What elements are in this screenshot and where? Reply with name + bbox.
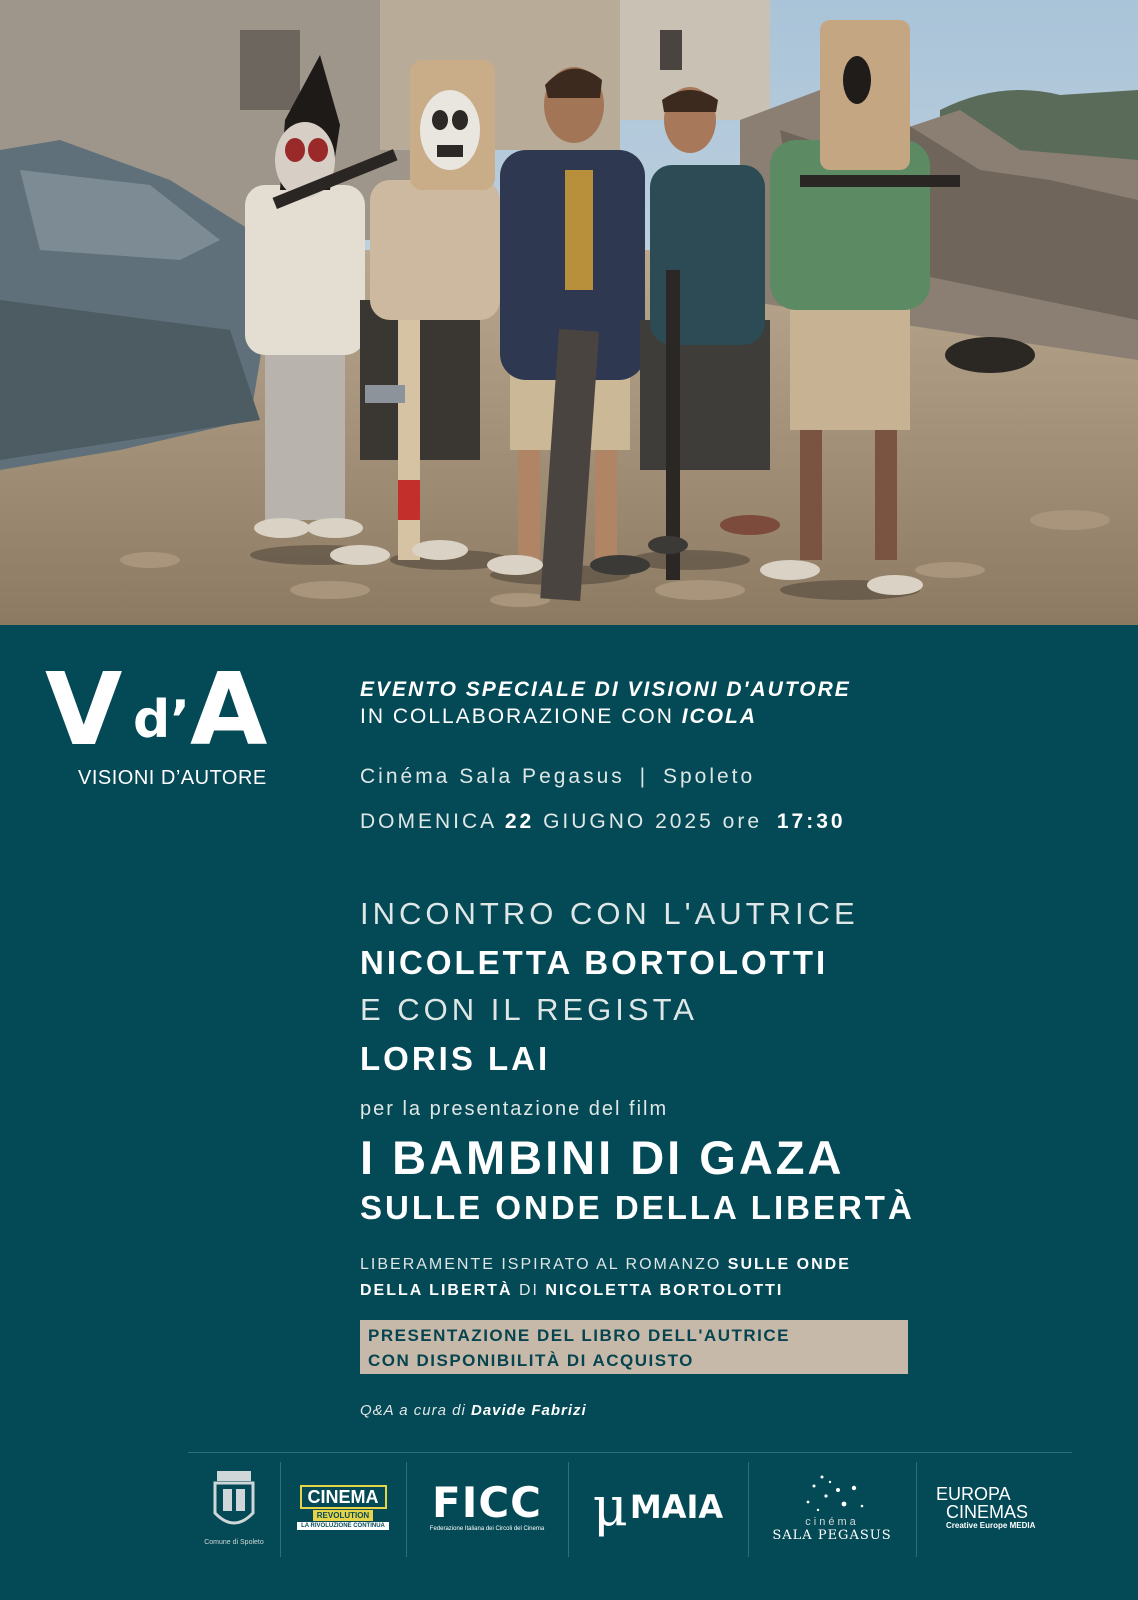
ficc-logo: [406, 1452, 568, 1562]
film-subtitle: SULLE ONDE DELLA LIBERTÀ: [360, 1189, 915, 1226]
logo-letter-v: V: [45, 651, 119, 768]
logo-letter-d: d’: [133, 690, 190, 750]
qa-line: [360, 1402, 587, 1419]
cinema-rev-word: CINEMA: [300, 1485, 387, 1509]
venue-separator: |: [639, 765, 649, 788]
comune-spoleto-logo: [188, 1452, 280, 1562]
pegasus-cinema-word: cinéma: [805, 1515, 859, 1528]
maia-mu-icon: μ: [592, 1475, 628, 1538]
date-month-year: GIUGNO 2025: [543, 810, 714, 833]
date-ore: ore: [722, 810, 762, 833]
pegasus-name: SALA PEGASUS: [772, 1527, 892, 1543]
logo-letter-a: A: [190, 651, 268, 768]
comune-label: Comune di Spoleto: [204, 1538, 264, 1546]
qa-prefix: Q&A a cura di: [360, 1402, 471, 1419]
logo-subtitle: VISIONI D’AUTORE: [78, 767, 267, 789]
book-presentation-tag: [360, 1320, 908, 1374]
inspired-line-1: [360, 1256, 851, 1274]
date-line: [360, 810, 846, 834]
novel-author: NICOLETTA BORTOLOTTI: [545, 1282, 784, 1299]
vda-logo: [45, 651, 295, 789]
date-day: 22: [504, 810, 535, 833]
venue-name: Cinéma Sala Pegasus: [360, 765, 625, 788]
event-collaboration: [360, 705, 757, 729]
europa-word: EUROPA: [936, 1483, 1011, 1504]
novel-title-1: SULLE ONDE: [727, 1256, 851, 1273]
coat-of-arms-icon: [209, 1469, 259, 1537]
film-still-photo: [0, 0, 1138, 625]
date-time: 17:30: [776, 810, 846, 833]
date-weekday: DOMENICA: [360, 810, 497, 833]
ficc-subtitle: Federazione Italiana dei Circoli del Cinema: [429, 1526, 545, 1532]
cinema-rev-word-2: REVOLUTION: [313, 1510, 373, 1521]
europa-cinemas-logo: [916, 1452, 1072, 1562]
author-name: NICOLETTA BORTOLOTTI: [360, 944, 829, 981]
book-line-1: PRESENTAZIONE DEL LIBRO DELL'AUTRICE: [368, 1326, 790, 1345]
collab-name: ICOLA: [681, 705, 758, 728]
maia-word: MAIA: [629, 1488, 724, 1526]
inspired-line-2: [360, 1282, 783, 1300]
cinema-rev-tagline: LA RIVOLUZIONE CONTINUA: [297, 1522, 389, 1530]
collab-prefix: IN COLLABORAZIONE CON: [360, 705, 682, 728]
event-title: EVENTO SPECIALE DI VISIONI D'AUTORE: [360, 678, 851, 701]
maia-logo: [568, 1452, 748, 1562]
sponsor-logos: [188, 1452, 1072, 1562]
photo-illustration: [0, 0, 1138, 625]
film-intro: per la presentazione del film: [360, 1098, 669, 1120]
constellation-icon: [792, 1472, 872, 1516]
cinema-revolution-logo: [280, 1452, 406, 1562]
ficc-word: FICC: [432, 1478, 542, 1527]
sala-pegasus-logo: [748, 1452, 916, 1562]
qa-name: Davide Fabrizi: [471, 1402, 587, 1419]
film-title: I BAMBINI DI GAZA: [360, 1131, 845, 1184]
venue-city: Spoleto: [662, 765, 756, 788]
inspired-text-1: LIBERAMENTE ISPIRATO AL ROMANZO: [360, 1256, 728, 1273]
cinemas-word: CINEMAS: [946, 1501, 1029, 1522]
guest-intro-director: E CON IL REGISTA: [360, 992, 698, 1027]
venue-line: [360, 765, 755, 789]
inspired-text-2: DI: [512, 1282, 546, 1299]
director-name: LORIS LAI: [360, 1040, 551, 1077]
creative-europe-label: Creative Europe MEDIA: [946, 1520, 1036, 1530]
guest-intro-author: INCONTRO CON L'AUTRICE: [360, 896, 859, 931]
book-line-2: CON DISPONIBILITÀ DI ACQUISTO: [368, 1351, 694, 1370]
novel-title-2: DELLA LIBERTÀ: [360, 1282, 513, 1299]
